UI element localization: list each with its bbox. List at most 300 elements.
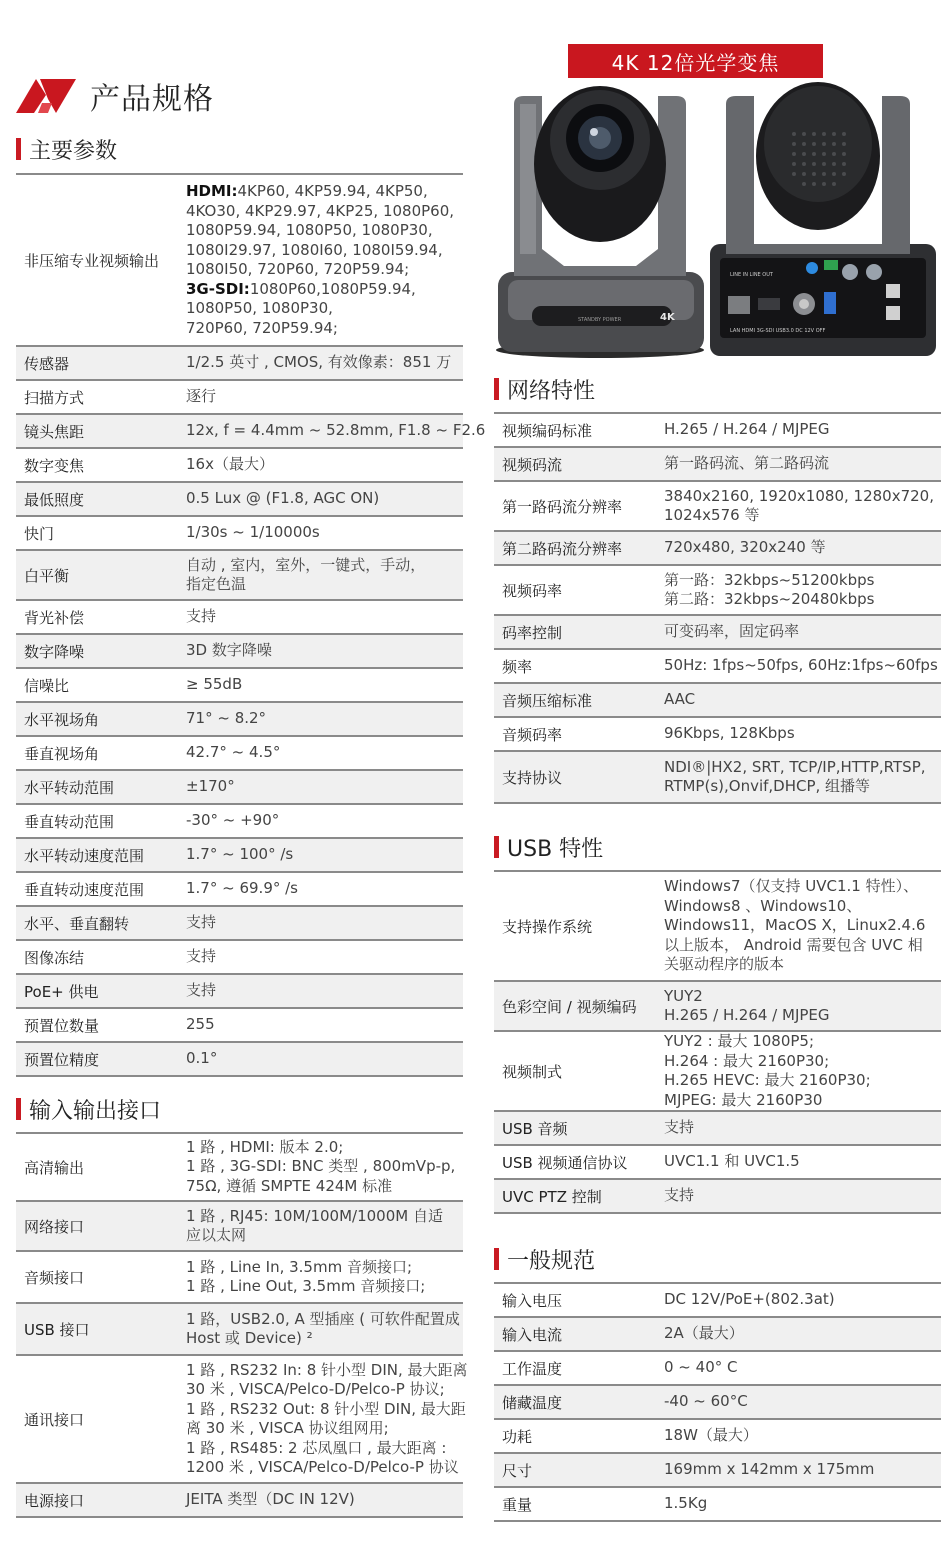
spec-value-line (186, 709, 459, 729)
spec-row (494, 414, 941, 448)
brand-header (16, 74, 214, 118)
spec-row (494, 1180, 941, 1214)
spec-label: 水平、垂直翻转 (24, 914, 130, 933)
spec-value-text: 1.7° ~ 69.9° /s (186, 879, 298, 898)
spec-label: 支持协议 (502, 768, 563, 787)
spec-value-line (664, 420, 937, 440)
spec-value (664, 724, 941, 744)
spec-row (16, 449, 463, 483)
spec-label: PoE+ 供电 (24, 982, 99, 1001)
spec-value-line (664, 1392, 937, 1412)
section-title-general: 一般规范 (494, 1244, 595, 1274)
spec-value-line (664, 690, 937, 710)
spec-value-line (186, 489, 459, 509)
spec-value-text: 1080P59.94, 1080P50, 1080P30, (186, 221, 433, 239)
spec-value (664, 1392, 941, 1412)
spec-value-line (186, 947, 459, 967)
spec-row (494, 684, 941, 718)
spec-value-text: YUY2 (664, 986, 703, 1005)
spec-row (494, 982, 941, 1032)
spec-row (16, 1484, 463, 1518)
spec-value-text: 1 路 , RS232 In: 8 针小型 DIN, 最大距离 (186, 1360, 468, 1379)
camera-photo (494, 44, 944, 364)
spec-value-line (664, 538, 937, 558)
spec-value-line (186, 353, 459, 373)
spec-value-text: Host 或 Device) ² (186, 1329, 313, 1347)
spec-label: 背光补偿 (24, 608, 85, 627)
spec-value-line (664, 758, 937, 778)
spec-value-text: 4KO30, 4KP29.97, 4KP25, 1080P60, (186, 201, 455, 220)
spec-value-text: 1080I50, 720P60, 720P59.94; (186, 260, 410, 278)
spec-table-io (16, 1132, 468, 1518)
spec-row (16, 771, 463, 805)
spec-value-line (186, 455, 459, 475)
spec-label: 输入电压 (502, 1291, 563, 1310)
spec-value-text: 指定色温 (186, 575, 247, 593)
spec-value-text: ≥ 55dB (186, 675, 243, 694)
spec-label: 功耗 (502, 1427, 533, 1446)
spec-value (664, 1324, 941, 1344)
spec-row (16, 551, 463, 601)
spec-value-text: 0.1° (186, 1049, 218, 1068)
spec-value-text: 1.5Kg (664, 1494, 708, 1513)
spec-value-text: 1080P60,1080P59.94, (249, 279, 416, 298)
spec-value-line (664, 1186, 937, 1206)
spec-value-text: 1200 米 , VISCA/Pelco-D/Pelco-P 协议 (186, 1458, 459, 1476)
spec-value-text: 应以太网 (186, 1226, 247, 1244)
spec-table-general (494, 1282, 941, 1522)
spec-row (494, 1488, 941, 1522)
spec-value (186, 1138, 463, 1197)
spec-value-line (664, 1091, 937, 1111)
spec-row (16, 381, 463, 415)
spec-value (664, 1186, 941, 1206)
section-title-usb: USB 特性 (494, 832, 603, 862)
spec-value-line (664, 1324, 937, 1344)
spec-value-text: 71° ~ 8.2° (186, 709, 267, 728)
spec-label: 码率控制 (502, 623, 563, 642)
spec-label: 垂直视场角 (24, 744, 100, 763)
spec-value-text: 支持 (186, 981, 217, 1000)
spec-value (186, 981, 463, 1001)
spec-row (494, 1284, 941, 1318)
spec-row (494, 872, 941, 982)
spec-row (494, 566, 941, 616)
spec-value (186, 1049, 463, 1069)
spec-value (186, 879, 463, 899)
spec-value-line (664, 1152, 937, 1172)
spec-label: 非压缩专业视频输出 (24, 251, 160, 270)
spec-row (16, 483, 463, 517)
spec-value-text: 18W（最大） (664, 1426, 758, 1445)
spec-value (186, 675, 463, 695)
spec-label: 第一路码流分辨率 (502, 497, 623, 516)
spec-value-line (664, 955, 937, 975)
spec-label: 最低照度 (24, 490, 85, 509)
spec-value (664, 877, 941, 975)
spec-value-text: 3840x2160, 1920x1080, 1280x720, (664, 486, 934, 505)
spec-value-text: 42.7° ~ 4.5° (186, 743, 281, 762)
svg-text:4K: 4K (660, 312, 675, 323)
spec-value-line (186, 1361, 468, 1381)
spec-value-text: 0.5 Lux @ (F1.8, AGC ON) (186, 489, 380, 508)
spec-label: 数字降噪 (24, 642, 85, 661)
spec-value-text: 支持 (186, 947, 217, 966)
spec-value-line (664, 916, 937, 936)
spec-row (16, 1009, 463, 1043)
brand-logo-icon (16, 77, 78, 115)
spec-value-line (186, 575, 459, 595)
spec-row (16, 175, 463, 347)
spec-row (16, 975, 463, 1009)
spec-value-text: ±170° (186, 777, 235, 796)
spec-value-text: 720x480, 320x240 等 (664, 538, 826, 557)
spec-value-line (664, 987, 937, 1007)
spec-value-line (186, 421, 485, 441)
spec-value-text: 第一路：32kbps~51200kbps (664, 570, 875, 589)
spec-value-text: 第二路：32kbps~20480kbps (664, 590, 875, 608)
spec-label: UVC PTZ 控制 (502, 1187, 602, 1206)
spec-value-text: JEITA 类型（DC IN 12V) (186, 1490, 355, 1509)
spec-label: 频率 (502, 657, 533, 676)
spec-value (664, 420, 941, 440)
spec-value (186, 1015, 463, 1035)
spec-value-line (664, 571, 937, 591)
spec-value-line (186, 641, 459, 661)
spec-value-line (664, 1118, 937, 1138)
spec-value-text: H.265 / H.264 / MJPEG (664, 1006, 830, 1024)
spec-value-line (186, 1157, 459, 1177)
spec-label: 通讯接口 (24, 1410, 85, 1429)
spec-value-line (186, 1400, 468, 1420)
spec-value-line (664, 777, 937, 797)
spec-value-line (664, 622, 937, 642)
spec-value (186, 1258, 463, 1297)
spec-value-text: 720P60, 720P59.94; (186, 318, 338, 337)
spec-value (186, 182, 463, 338)
spec-row (16, 347, 463, 381)
spec-value-text: YUY2 : 最大 1080P5; (664, 1032, 815, 1050)
spec-value-text: 1 路 , Line In, 3.5mm 音频接口; (186, 1257, 413, 1276)
spec-label: 支持操作系统 (502, 917, 593, 936)
spec-value-text: MJPEG: 最大 2160P30 (664, 1090, 823, 1109)
spec-value-line (186, 241, 459, 261)
spec-value-line (664, 506, 937, 526)
spec-value-text: 1 路 , 3G-SDI: BNC 类型 , 800mVp-p, (186, 1157, 456, 1176)
spec-row (494, 1352, 941, 1386)
spec-value-text: -40 ~ 60°C (664, 1392, 748, 1411)
spec-value-text: 2A（最大） (664, 1324, 744, 1343)
spec-value-text: 以上版本， Android 需要包含 UVC 相 (664, 935, 923, 954)
spec-value-text: 关驱动程序的版本 (664, 955, 785, 974)
spec-label: 音频码率 (502, 725, 563, 744)
spec-row (494, 532, 941, 566)
spec-label: 水平视场角 (24, 710, 100, 729)
svg-text:LINE IN LINE OUT: LINE IN LINE OUT (730, 272, 773, 278)
spec-label: 数字变焦 (24, 456, 85, 475)
spec-value-line (186, 221, 459, 241)
spec-value (186, 709, 463, 729)
spec-value-line (664, 724, 937, 744)
page-title: 产品规格 (90, 82, 214, 117)
spec-label: 预置位数量 (24, 1016, 100, 1035)
spec-value-line (186, 182, 459, 202)
spec-value (664, 571, 941, 610)
spec-row (16, 635, 463, 669)
spec-row (494, 1032, 941, 1112)
section-title-io: 输入输出接口 (16, 1094, 161, 1124)
spec-value (186, 947, 463, 967)
spec-row (494, 482, 941, 532)
spec-value-text: 支持 (664, 1186, 695, 1205)
spec-value-text: 1 路，USB2.0, A 型插座 ( 可软件配置成 (186, 1309, 460, 1328)
spec-label: 视频制式 (502, 1062, 563, 1081)
spec-value (186, 455, 463, 475)
spec-row (494, 448, 941, 482)
spec-value (664, 1358, 941, 1378)
spec-row (16, 1043, 463, 1077)
spec-value-line (186, 1329, 460, 1349)
spec-value-line (664, 590, 937, 610)
section-title-main: 主要参数 (16, 134, 117, 164)
spec-value-text: 4KP60, 4KP59.94, 4KP50, (237, 182, 428, 200)
spec-value-line (186, 675, 459, 695)
spec-value (186, 743, 463, 763)
spec-label: 镜头焦距 (24, 422, 85, 441)
spec-value (664, 1290, 941, 1310)
spec-value-line (186, 1490, 459, 1510)
spec-value-line (664, 1358, 937, 1378)
spec-value-text: 第一路码流、第二路码流 (664, 454, 830, 473)
spec-value (664, 987, 941, 1026)
spec-value (186, 845, 463, 865)
spec-value-line (664, 454, 937, 474)
spec-value-key: HDMI: (186, 182, 238, 200)
spec-label: 音频接口 (24, 1268, 85, 1287)
spec-value-text: H.264 : 最大 2160P30; (664, 1051, 830, 1070)
spec-label: 垂直转动速度范围 (24, 880, 145, 899)
spec-value (664, 1118, 941, 1138)
spec-label: 图像冻结 (24, 948, 85, 967)
spec-value-text: 1 路 , RS232 Out: 8 针小型 DIN, 最大距 (186, 1399, 466, 1418)
camera-rear-image (710, 82, 936, 356)
section-title-network: 网络特性 (494, 374, 595, 404)
spec-label: 输入电流 (502, 1325, 563, 1344)
spec-value-text: 12x, f = 4.4mm ~ 52.8mm, F1.8 ~ F2.6 (186, 421, 486, 440)
spec-value-line (186, 811, 459, 831)
spec-value-line (186, 319, 459, 339)
spec-label: 水平转动速度范围 (24, 846, 145, 865)
spec-value-line (664, 1052, 937, 1072)
spec-value (664, 622, 941, 642)
spec-value-line (186, 280, 459, 300)
spec-value-line (186, 1310, 460, 1330)
spec-value-line (664, 1460, 937, 1480)
spec-value-text: 可变码率，固定码率 (664, 622, 800, 641)
spec-value-text: 96Kbps, 128Kbps (664, 724, 795, 743)
spec-value-line (664, 936, 937, 956)
spec-value-text: 50Hz: 1fps~50fps, 60Hz:1fps~60fps (664, 656, 938, 675)
spec-value-line (186, 981, 459, 1001)
spec-value-line (186, 1177, 459, 1197)
spec-value-text: 0 ~ 40° C (664, 1358, 738, 1377)
spec-value-text: 1 路 , RJ45: 10M/100M/1000M 自适 (186, 1206, 443, 1225)
spec-value (186, 1361, 472, 1478)
spec-value-line (664, 1006, 937, 1026)
spec-row (16, 415, 486, 449)
svg-text:STANDBY POWER: STANDBY POWER (578, 317, 622, 323)
spec-label: 第二路码流分辨率 (502, 539, 623, 558)
svg-text:LAN HDMI 3G-SDI USB3.0: LAN HDMI 3G-SDI USB3.0 DC 12V OFF (730, 328, 826, 334)
spec-row (16, 1304, 463, 1356)
spec-value-line (664, 1290, 937, 1310)
spec-value-line (186, 1277, 459, 1297)
spec-value (186, 353, 463, 373)
spec-row (16, 517, 463, 551)
spec-label: 传感器 (24, 354, 70, 373)
spec-value-line (664, 1071, 937, 1091)
spec-value-line (186, 556, 459, 576)
spec-value-line (186, 607, 459, 627)
spec-row (494, 616, 941, 650)
spec-table-main (16, 173, 486, 1077)
spec-value-line (186, 1226, 459, 1246)
spec-label: 视频码流 (502, 455, 563, 474)
spec-value-line (186, 1049, 459, 1069)
spec-value (186, 811, 463, 831)
spec-value-line (186, 1207, 459, 1227)
spec-value-text: 1/2.5 英寸 , CMOS, 有效像素：851 万 (186, 353, 452, 372)
camera-front-image (496, 86, 704, 358)
spec-value (186, 913, 463, 933)
spec-value (186, 489, 463, 509)
spec-label: 垂直转动范围 (24, 812, 115, 831)
spec-value-text: 逐行 (186, 387, 217, 406)
spec-value-text: Windows11，MacOS X，Linux2.4.6 (664, 916, 926, 935)
spec-value (186, 1490, 463, 1510)
spec-label: 水平转动范围 (24, 778, 115, 797)
spec-value-text: 75Ω, 遵循 SMPTE 424M 标准 (186, 1176, 393, 1195)
spec-value-text: H.265 HEVC: 最大 2160P30; (664, 1071, 871, 1089)
spec-value-line (186, 1458, 468, 1478)
spec-row (16, 669, 463, 703)
spec-label: 白平衡 (24, 566, 70, 585)
spec-value (186, 1310, 464, 1349)
spec-value (664, 690, 941, 710)
spec-label: USB 接口 (24, 1320, 90, 1339)
spec-label: 储藏温度 (502, 1393, 563, 1412)
spec-value (186, 387, 463, 407)
spec-value-text: Windows8 、Windows10、 (664, 896, 862, 915)
spec-label: 音频压缩标准 (502, 691, 593, 710)
spec-value (664, 1152, 941, 1172)
spec-value-line (186, 387, 459, 407)
spec-row (494, 650, 941, 684)
spec-row (494, 1420, 941, 1454)
spec-row (16, 907, 463, 941)
spec-value-text: 1 路 , HDMI: 版本 2.0; (186, 1137, 344, 1156)
spec-value (186, 523, 463, 543)
spec-value-text: 1024x576 等 (664, 506, 760, 524)
spec-label: 色彩空间 / 视频编码 (502, 997, 637, 1016)
spec-value-text: 1.7° ~ 100° /s (186, 845, 294, 864)
spec-value-line (186, 743, 459, 763)
spec-row (494, 1146, 941, 1180)
spec-row (494, 1112, 941, 1146)
spec-label: 工作温度 (502, 1359, 563, 1378)
spec-value (186, 556, 463, 595)
spec-value-text: 169mm x 142mm x 175mm (664, 1460, 875, 1479)
spec-row (494, 1454, 941, 1488)
spec-value-line (186, 1258, 459, 1278)
spec-value-text: H.265 / H.264 / MJPEG (664, 420, 830, 439)
spec-row (16, 1356, 468, 1484)
spec-value-line (186, 845, 459, 865)
spec-value-line (664, 1494, 937, 1514)
spec-value-text: 1 路 , Line Out, 3.5mm 音频接口; (186, 1277, 426, 1295)
spec-row (16, 873, 463, 907)
spec-value-line (186, 1015, 459, 1035)
spec-row (16, 737, 463, 771)
spec-value (664, 454, 941, 474)
spec-row (494, 1318, 941, 1352)
spec-table-network (494, 412, 941, 804)
spec-row (16, 1252, 463, 1304)
spec-row (16, 1202, 463, 1252)
spec-value-text: 1080P50, 1080P30, (186, 299, 333, 317)
spec-row (494, 718, 941, 752)
spec-row (16, 1134, 463, 1202)
spec-value-line (186, 777, 459, 797)
spec-value-text: 16x（最大） (186, 455, 274, 474)
spec-row (494, 752, 941, 804)
spec-value-text: AAC (664, 690, 696, 709)
spec-label: 网络接口 (24, 1217, 85, 1236)
spec-value-line (186, 913, 459, 933)
spec-value-line (664, 487, 937, 507)
spec-label: 视频码率 (502, 581, 563, 600)
spec-value-text: 自动 , 室内，室外，一键式，手动， (186, 555, 426, 574)
spec-label: 预置位精度 (24, 1050, 100, 1069)
spec-value-text: 1 路 , RS485: 2 芯凤凰口 , 最大距离 : (186, 1438, 447, 1457)
spec-value-text: Windows7（仅支持 UVC1.1 特性）、 (664, 877, 919, 896)
spec-row (16, 601, 463, 635)
spec-value (664, 487, 941, 526)
spec-value-line (186, 1439, 468, 1459)
spec-value-text: 离 30 米 , VISCA 协议组网用; (186, 1419, 389, 1437)
spec-value-line (186, 1380, 468, 1400)
spec-value-line (664, 1032, 937, 1052)
spec-value-text: 1/30s ~ 1/10000s (186, 523, 320, 542)
spec-value-line (664, 656, 938, 676)
spec-value (664, 1494, 941, 1514)
spec-label: 快门 (24, 524, 55, 543)
spec-value-text: NDI®|HX2, SRT, TCP/IP,HTTP,RTSP, (664, 757, 926, 776)
spec-value (186, 641, 463, 661)
spec-value-line (186, 299, 459, 319)
spec-value-text: 支持 (664, 1118, 695, 1137)
spec-value-line (664, 1426, 937, 1446)
spec-value (664, 538, 941, 558)
spec-value-text: DC 12V/PoE+(802.3at) (664, 1290, 835, 1309)
spec-label: 重量 (502, 1495, 533, 1514)
spec-value-line (186, 879, 459, 899)
spec-value (186, 421, 489, 441)
spec-label: USB 视频通信协议 (502, 1153, 628, 1172)
spec-value (664, 656, 942, 676)
spec-label: 电源接口 (24, 1491, 85, 1510)
spec-value-line (664, 877, 937, 897)
